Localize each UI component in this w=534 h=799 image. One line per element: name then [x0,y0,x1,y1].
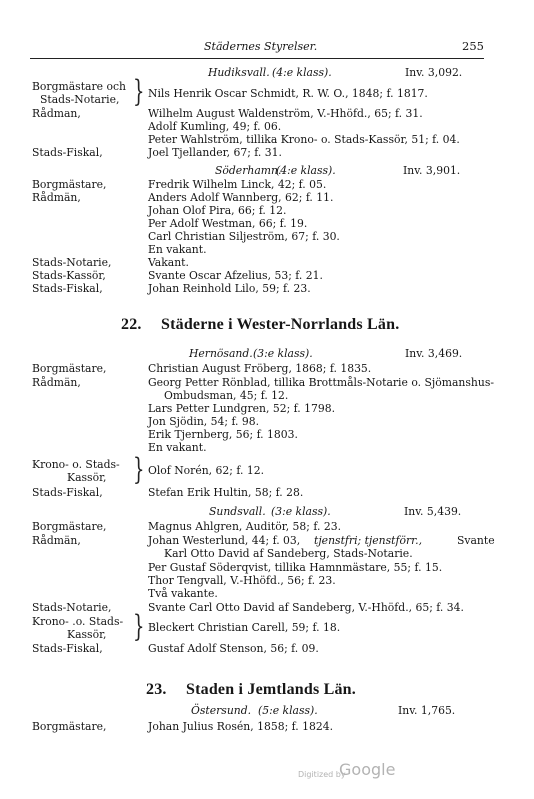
office-label: Borgmästare, [32,362,107,375]
town-class-ostersund: (5:e klass). [258,704,318,717]
entry-line: Karl Otto David af Sandeberg, Stads-Notarie. [164,547,413,560]
running-title: Städernes Styrelser. [204,40,318,53]
brace-glyph: } [133,609,145,644]
entry-line: Två vakante. [148,587,218,600]
town-class-hernosand: (3:e klass). [253,347,313,360]
office-label: Borgmästare, [32,178,107,191]
town-inv-ostersund: Inv. 1,765. [398,704,456,717]
town-name-hernosand: Hernösand. [189,347,253,360]
office-label: Stads-Fiskal, [32,486,103,499]
entry-line: Erik Tjernberg, 56; f. 1803. [148,428,298,441]
entry-line: Bleckert Christian Carell, 59; f. 18. [148,621,341,634]
google-watermark-logo: Google [339,760,396,779]
entry-line: Anders Adolf Wannberg, 62; f. 11. [148,191,334,204]
entry-line: Joel Tjellander, 67; f. 31. [148,146,282,159]
office-label: Stads-Fiskal, [32,642,103,655]
office-label: Stads-Notarie, [32,601,112,614]
entry-line: Christian August Fröberg, 1868; f. 1835. [148,362,372,375]
town-inv-hernosand: Inv. 3,469. [405,347,463,360]
entry-line: Fredrik Wilhelm Linck, 42; f. 05. [148,178,327,191]
town-class-hudiksvall: (4:e klass). [272,66,332,79]
office-label: Rådmän, [32,191,81,204]
office-label: Stads-Fiskal, [32,146,103,159]
office-label: Rådmän, [32,376,81,389]
office-label: Stads-Kassör, [32,269,106,282]
town-inv-hudiksvall: Inv. 3,092. [405,66,463,79]
office-label: Rådmän, [32,534,81,547]
entry-line: Per Gustaf Söderqvist, tillika Hamnmästare, 55; f. 15. [148,561,443,574]
entry-line: Johan Reinhold Lilo, 59; f. 23. [148,282,311,295]
office-label: Borgmästare och [32,80,126,93]
entry-line: Thor Tengvall, V.-Hhöfd., 56; f. 23. [148,574,336,587]
town-name-soderhamn: Söderhamn. [215,164,282,177]
office-label: Kassör, [67,471,107,484]
entry-line: Gustaf Adolf Stenson, 56; f. 09. [148,642,319,655]
entry-line: Adolf Kumling, 49; f. 06. [148,120,282,133]
office-label: Krono- .o. Stads- [32,615,124,628]
office-label: Stads-Fiskal, [32,282,103,295]
page-number: 255 [462,39,484,53]
entry-line: En vakant. [148,243,207,256]
entry-line: Jon Sjödin, 54; f. 98. [148,415,260,428]
office-label: Stads-Notarie, [32,256,112,269]
entry-line: Vakant. [148,256,189,269]
brace-glyph: } [133,74,145,109]
section-heading-23: Staden i Jemtlands Län. [186,681,356,698]
entry-line: Georg Petter Rönblad, tillika Brottmåls-Notarie o. Sjömanshus- [148,376,495,389]
entry-line: Wilhelm August Waldenström, V.-Hhöfd., 65; f. 31. [148,107,423,120]
digitized-by-text: Digitized by [298,770,346,779]
office-label: Stads-Notarie, [40,93,120,106]
town-name-ostersund: Östersund. [191,704,252,717]
entry-line: Carl Christian Siljeström, 67; f. 30. [148,230,340,243]
entry-line: Lars Petter Lundgren, 52; f. 1798. [148,402,336,415]
section-number-23: 23. [146,681,167,698]
section-number-22: 22. [121,316,142,333]
town-inv-sundsvall: Inv. 5,439. [404,505,462,518]
office-label: Borgmästare, [32,720,107,733]
entry-line: Nils Henrik Oscar Schmidt, R. W. O., 1848; f. 1817. [148,87,428,100]
entry-line: Johan Olof Pira, 66; f. 12. [148,204,287,217]
town-class-sundsvall: (3:e klass). [271,505,331,518]
entry-line: Peter Wahlström, tillika Krono- o. Stads-Kassör, 51; f. 04. [148,133,460,146]
town-name-sundsvall: Sundsvall. [209,505,266,518]
town-name-hudiksvall: Hudiksvall. [208,66,270,79]
entry-line: En vakant. [148,441,207,454]
entry-line: Stefan Erik Hultin, 58; f. 28. [148,486,304,499]
office-label: Borgmästare, [32,520,107,533]
entry-line: Svante [457,534,495,547]
entry-line: Svante Carl Otto David af Sandeberg, V.-Hhöfd., 65; f. 34. [148,601,464,614]
entry-line: tjenstfri; tjenstförr., [314,534,422,547]
office-label: Krono- o. Stads- [32,458,120,471]
town-class-soderhamn: (4:e klass). [276,164,336,177]
entry-line: Olof Norén, 62; f. 12. [148,464,265,477]
town-inv-soderhamn: Inv. 3,901. [403,164,461,177]
entry-line: Ombudsman, 45; f. 12. [164,389,289,402]
entry-line: Per Adolf Westman, 66; f. 19. [148,217,308,230]
header-rule [30,58,484,59]
section-heading-22: Städerne i Wester-Norrlands Län. [161,316,400,333]
office-label: Kassör, [67,628,107,641]
entry-line: Svante Oscar Afzelius, 53; f. 21. [148,269,323,282]
entry-line: Johan Julius Rosén, 1858; f. 1824. [148,720,334,733]
entry-line: Johan Westerlund, 44; f. 03, [148,534,301,547]
brace-glyph: } [133,452,145,487]
office-label: Rådman, [32,107,81,120]
entry-line: Magnus Ahlgren, Auditör, 58; f. 23. [148,520,342,533]
